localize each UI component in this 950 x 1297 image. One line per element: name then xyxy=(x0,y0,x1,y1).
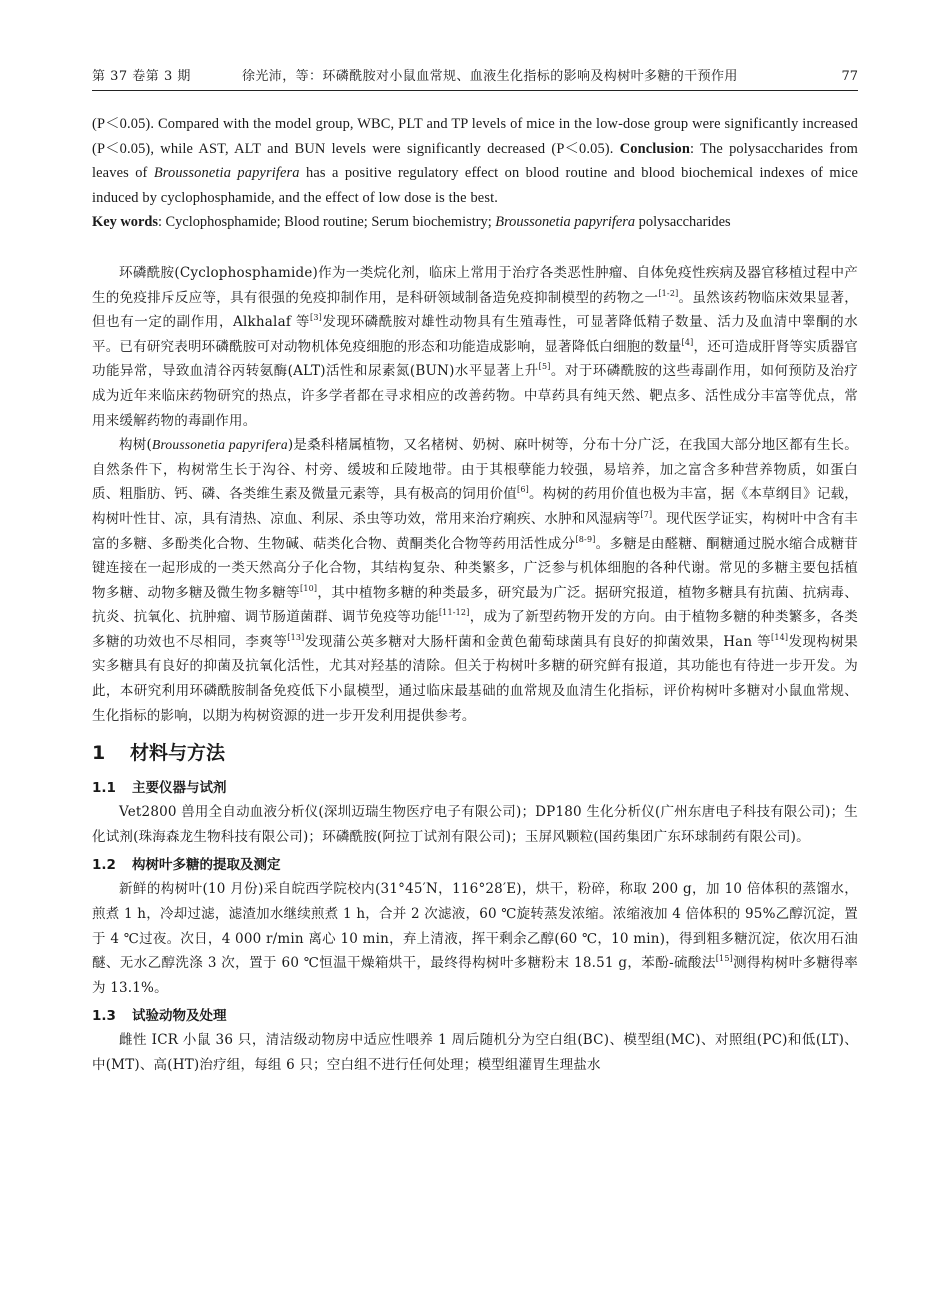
citation: [6] xyxy=(517,485,529,495)
text: 。构树的药用价值也极为丰富，据《本草纲目》记载，构树叶性甘、凉，具有清热、凉血、利尿、杀虫等功效，常用来治疗痢疾、水肿和风湿病等 xyxy=(92,486,858,527)
running-title: 徐光沛，等：环磷酰胺对小鼠血常规、血液生化指标的影响及构树叶多糖的干预作用 xyxy=(242,69,738,84)
text: ，还可造成肝肾等实质器官功能异常，导致血清谷丙转氨酶(ALT)活性和尿素氮(BUN)水平显著上升 xyxy=(92,338,858,380)
text: 。现代医学证实，构树叶中含有丰富的多糖、多酚类化合物、生物碱、萜类化合物、黄酮类化合物等药用活性成分 xyxy=(92,510,859,552)
subsection-heading xyxy=(92,853,858,877)
conclusion-text: : The polysaccharides from leaves of xyxy=(92,140,859,182)
section-heading xyxy=(92,738,858,768)
species-name: Broussonetia papyrifera xyxy=(152,437,288,453)
citation: [13] xyxy=(287,632,305,642)
subsection-heading xyxy=(92,1004,858,1028)
citation: [4] xyxy=(681,337,694,347)
keywords-list: : Cyclophosphamide; Blood routine; Serum biochemistry; xyxy=(157,214,496,231)
subsection-title: 构树叶多糖的提取及测定 xyxy=(132,857,281,874)
english-abstract xyxy=(92,112,858,210)
citation: [15] xyxy=(715,954,733,964)
text: ，其中植物多糖的种类最多，研究最为广泛。据研究报道，植物多糖具有抗菌、抗病毒、抗炎、抗氧化、抗肿瘤、调节肠道菌群、调节免疫等功能 xyxy=(92,584,858,626)
subsection-text: Vet2800 兽用全自动血液分析仪(深圳迈瑞生物医疗电子有限公司)；DP180 生化分析仪(广州东唐电子科技有限公司)；生化试剂(珠海森龙生物科技有限公司)；环磷酰胺(阿拉丁试剂有限公司)；玉屏风颗粒(国药集团广东环球制药有限公司)。 xyxy=(92,804,858,845)
intro-paragraph-1 xyxy=(92,261,858,433)
citation: [14] xyxy=(771,632,789,642)
text: 发现蒲公英多糖对大肠杆菌和金黄色葡萄球菌具有良好的抑菌效果，Han 等 xyxy=(304,633,772,650)
section-number: 1 xyxy=(92,742,106,765)
subsection-number: 1.3 xyxy=(92,1008,116,1025)
keywords xyxy=(92,210,858,235)
abstract-results-text: (P＜0.05). Compared with the model group, WBC, PLT and TP levels of mice in the low-dose group were significantly increased (P＜0.05), while AST, ALT and BUN levels were significantly decreased (P＜0.05). xyxy=(92,116,858,157)
citation: [1-2] xyxy=(658,288,679,298)
main-content xyxy=(92,112,858,1078)
subsection-title: 试验动物及处理 xyxy=(132,1008,227,1025)
conclusion-text-end: has a positive regulatory effect on blood routine and blood biochemical indexes of mice induced by cyclophosphamide, and the effect of low dose is the best. xyxy=(92,165,858,206)
text: )是桑科楮属植物，又名楮树、奶树、麻叶树等，分布十分广泛，在我国大部分地区都有生长。自然条件下，构树常生长于沟谷、村旁、缓坡和丘陵地带。由于其根孽能力较强，易培养，加之富含多种营养物质，如蛋白质、粗脂肪、钙、磷、各类维生素及微量元素等，具有极高的饲用价值 xyxy=(92,437,858,503)
text: 发现环磷酰胺对雄性动物具有生殖毒性，可显著降低精子数量、活力及血清中睾酮的水平。已有研究表明环磷酰胺可对动物机体免疫细胞的形态和功能造成影响，显著降低白细胞的数量 xyxy=(92,314,858,355)
citation: [8-9] xyxy=(575,534,596,544)
keywords-label: Key words xyxy=(92,214,158,231)
text: 新鲜的构树叶(10 月份)采自皖西学院校内(31°45′N，116°28′E)，烘干，粉碎，称取 200 g，加 10 倍体积的蒸馏水，煎煮 1 h，冷却过滤，滤渣加水继续煎煮 1 h，合并 2 次滤液，60 ℃旋转蒸发浓缩。浓缩液加 4 倍体积的 95%乙醇沉淀，置于 4 ℃过夜。次日，4 000 r/min 离心 10 min，弃上清液，挥干剩余乙醇(60 ℃，10 min)，得到粗多糖沉淀，依次用石油醚、无水乙醇洗涤 3 次，置于 60 ℃恒温干燥箱烘干，最终得构树叶多糖粉末 18.51 g，苯酚-硫酸法 xyxy=(92,881,858,972)
text: 发现构树果实多糖具有良好的抑菌及抗氧化活性，尤其对羟基的清除。但关于构树叶多糖的研究鲜有报道，其功能也有待进一步开发。为此，本研究利用环磷酰胺制备免疫低下小鼠模型，通过临床最基础的血常规及血清生化指标，评价构树叶多糖对小鼠血常规、生化指标的影响，以期为构树资源的进一步开发利用提供参考。 xyxy=(92,633,858,724)
subsection-text xyxy=(92,877,858,1000)
running-header xyxy=(92,64,858,91)
subsection-number: 1.2 xyxy=(92,857,116,874)
intro-paragraph-2 xyxy=(92,433,858,728)
citation: [10] xyxy=(300,583,318,593)
subsection-text: 雌性 ICR 小鼠 36 只，清洁级动物房中适应性喂养 1 周后随机分为空白组(BC)、模型组(MC)、对照组(PC)和低(LT)、中(MT)、高(HT)治疗组，每组 6 只；空白组不进行任何处理；模型组灌胃生理盐水 xyxy=(92,1032,858,1073)
keywords-tail: polysaccharides xyxy=(635,214,731,231)
citation: [11-12] xyxy=(438,608,470,618)
text: 环磷酰胺(Cyclophosphamide)作为一类烷化剂，临床上常用于治疗各类恶性肿瘤、自体免疫性疾病及器官移植过程中产生的免疫排斥反应等，具有很强的免疫抑制作用，是科研领域制备造免疫抑制模型的药物之一 xyxy=(92,264,858,306)
text: 。多糖是由醛糖、酮糖通过脱水缩合成糖苷键连接在一起形成的一类天然高分子化合物，其结构复杂、种类繁多，广泛参与机体细胞的各种代谢。常见的多糖主要包括植物多糖、动物多糖及微生物多糖等 xyxy=(92,535,858,601)
conclusion-label: Conclusion xyxy=(619,140,690,157)
citation: [3] xyxy=(310,313,322,323)
subsection-heading xyxy=(92,776,858,800)
citation: [5] xyxy=(538,362,551,372)
text: ，成为了新型药物开发的方向。由于植物多糖的种类繁多，各类多糖的功效也不尽相同，李爽等 xyxy=(92,609,858,650)
section-title: 材料与方法 xyxy=(130,742,226,765)
text: 。对于环磷酰胺的这些毒副作用，如何预防及治疗成为近年来临床药物研究的热点，许多学者都在寻求相应的改善药物。中草药具有纯天然、靶点多、活性成分丰富等优点，常用来缓解药物的毒副作用。 xyxy=(92,363,859,429)
subsection-title: 主要仪器与试剂 xyxy=(132,780,227,797)
text: 。虽然该药物临床效果显著，但也有一定的副作用，Alkhalaf 等 xyxy=(92,289,858,331)
keywords-species: Broussonetia papyrifera xyxy=(495,214,636,231)
text: 测得构树叶多糖得率为 13.1%。 xyxy=(92,955,858,996)
page-number: 77 xyxy=(841,69,858,84)
text: 构树( xyxy=(119,437,153,454)
subsection-number: 1.1 xyxy=(92,780,116,797)
journal-volume: 第 37 卷第 3 期 xyxy=(92,69,191,84)
citation: [7] xyxy=(640,509,653,519)
species-name: Broussonetia papyrifera xyxy=(153,165,300,182)
